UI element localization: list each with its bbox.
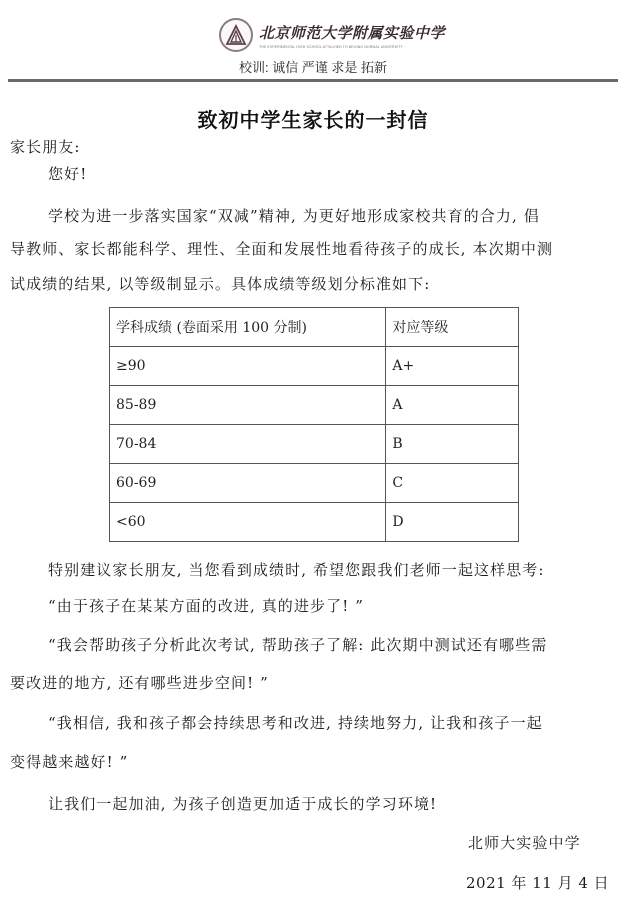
salutation: 家长朋友: <box>10 138 81 156</box>
quote-3-line-1: “我相信, 我和孩子都会持续思考和改进, 持续地努力, 让我和孩子一起 <box>48 714 543 732</box>
score-cell: 70-84 <box>110 425 386 464</box>
intro-line-1: 学校为进一步落实国家“双减”精神, 为更好地形成家校共育的合力, 倡 <box>48 207 540 225</box>
school-name-english: THE EXPERIMENTAL HIGH SCHOOL ATTACHED TO BEIJING NORMAL UNIVERSITY <box>259 44 403 49</box>
school-name: 北京师范大学附属实验中学 <box>259 23 446 42</box>
greeting: 您好! <box>48 165 88 183</box>
table-row <box>110 503 519 542</box>
grade-cell: D <box>386 503 519 542</box>
quote-1: “由于孩子在某某方面的改进, 真的进步了! ” <box>48 597 364 615</box>
table-row <box>110 464 519 503</box>
grade-cell: A <box>386 386 519 425</box>
table-row <box>110 386 519 425</box>
letter-title: 致初中学生家长的一封信 <box>197 108 429 132</box>
signature: 北师大实验中学 <box>468 834 581 852</box>
advice-paragraph: 特别建议家长朋友, 当您看到成绩时, 希望您跟我们老师一起这样思考: <box>48 561 545 579</box>
header-divider <box>8 79 618 82</box>
quote-2-line-1: “我会帮助孩子分析此次考试, 帮助孩子了解: 此次期中测试还有哪些需 <box>48 636 548 654</box>
closing-paragraph: 让我们一起加油, 为孩子创造更加适于成长的学习环境! <box>48 795 438 813</box>
table-row <box>110 347 519 386</box>
school-seal-icon <box>219 18 253 52</box>
score-cell: <60 <box>110 503 386 542</box>
school-logo <box>219 16 445 54</box>
grade-cell: B <box>386 425 519 464</box>
intro-line-2: 导教师、家长都能科学、理性、全面和发展性地看待孩子的成长, 本次期中测 <box>10 240 554 258</box>
header-grade: 对应等级 <box>386 308 519 347</box>
letterhead <box>0 0 626 92</box>
header-score: 学科成绩 (卷面采用 100 分制) <box>110 308 386 347</box>
grade-cell: C <box>386 464 519 503</box>
intro-line-3: 试成绩的结果, 以等级制显示。具体成绩等级划分标准如下: <box>10 275 431 293</box>
grade-cell: A+ <box>386 347 519 386</box>
letter-date: 2021 年 11 月 4 日 <box>466 874 610 892</box>
score-cell: ≥90 <box>110 347 386 386</box>
score-cell: 85-89 <box>110 386 386 425</box>
score-cell: 60-69 <box>110 464 386 503</box>
quote-3-line-2: 变得越来越好! ” <box>10 753 129 771</box>
school-motto: 校训: 诚信 严谨 求是 拓新 <box>238 60 388 75</box>
quote-2-line-2: 要改进的地方, 还有哪些进步空间! ” <box>10 674 269 692</box>
grade-table <box>109 307 519 542</box>
table-row <box>110 425 519 464</box>
table-header-row <box>110 308 519 347</box>
